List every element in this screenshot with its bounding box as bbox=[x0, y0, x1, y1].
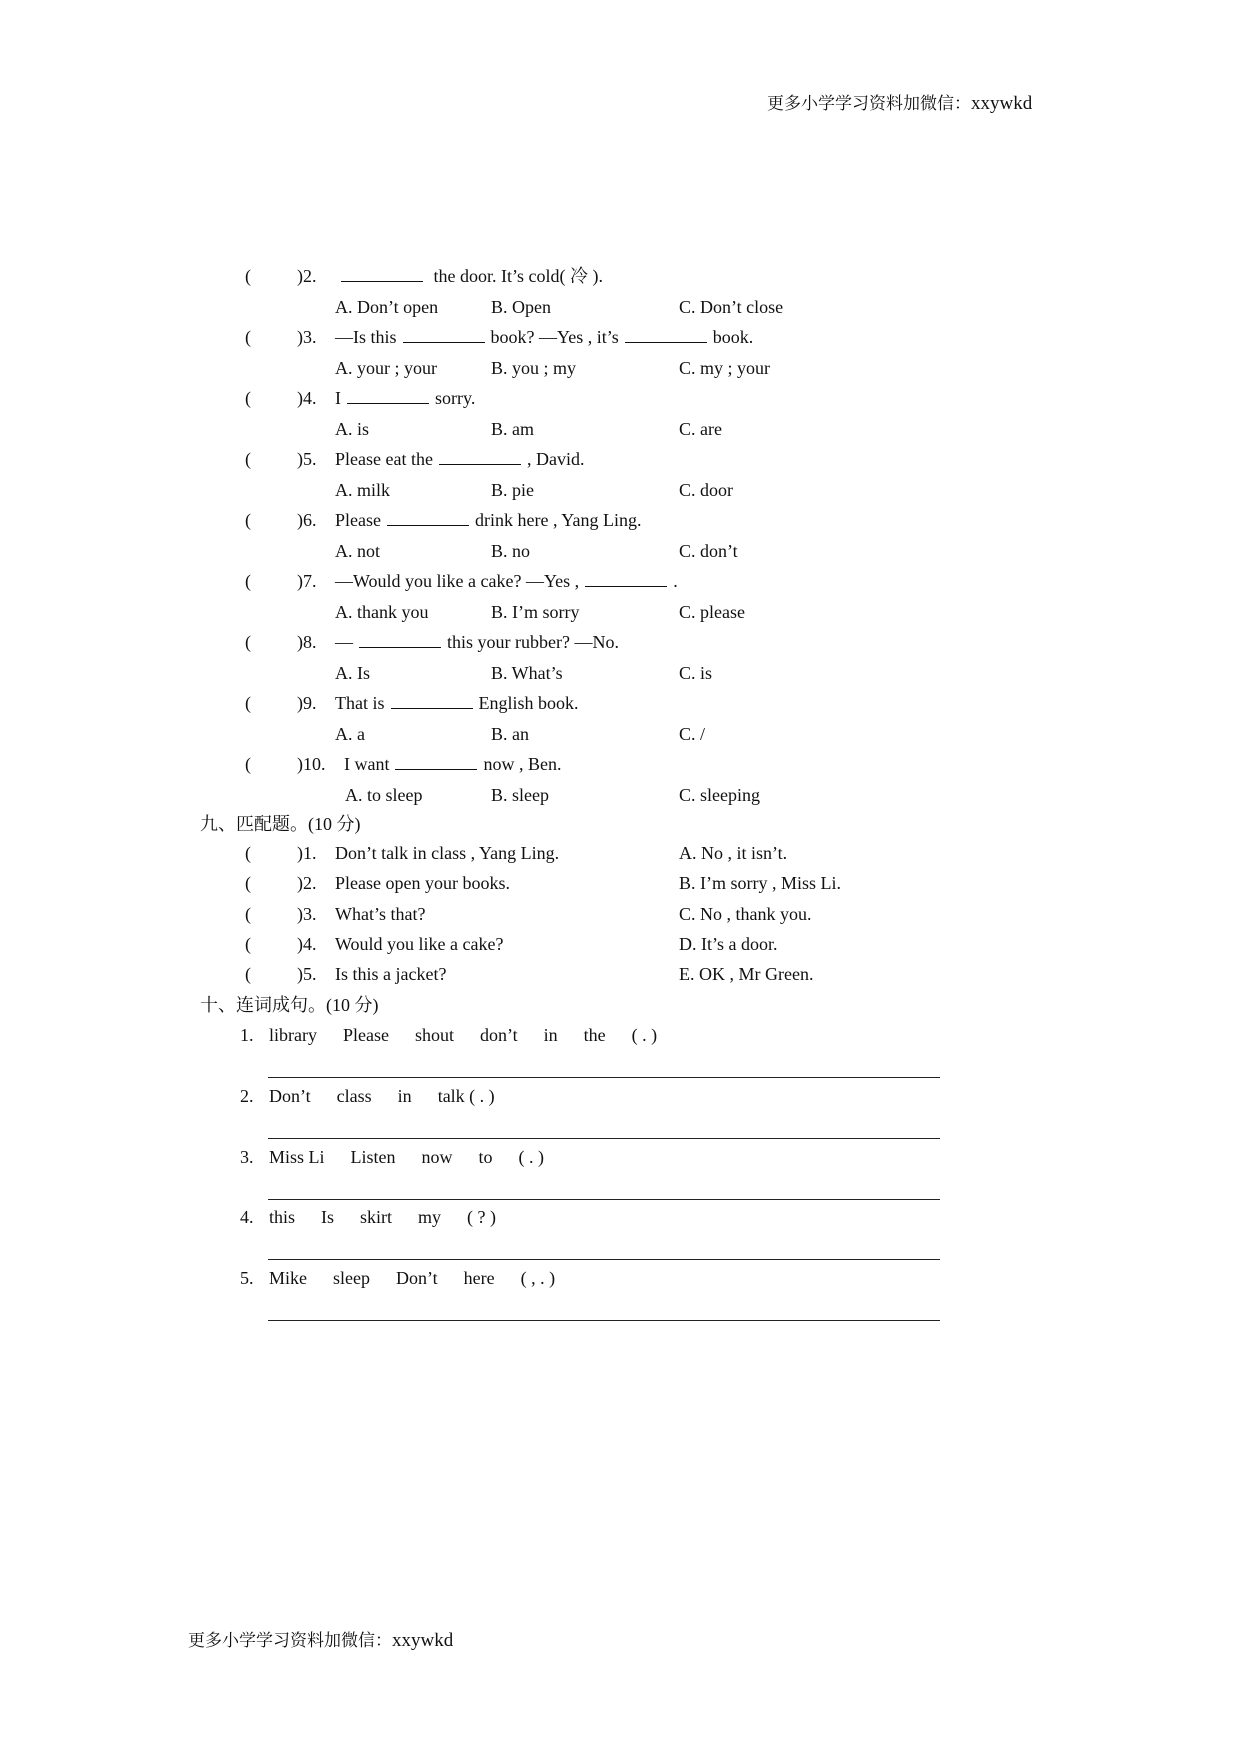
word-token: Listen bbox=[350, 1146, 396, 1167]
word-token: Please bbox=[342, 1025, 389, 1045]
word-token: to bbox=[478, 1146, 493, 1167]
question-number: )4. bbox=[297, 933, 317, 954]
word-token: Miss Li bbox=[269, 1146, 325, 1167]
answer-paren-open: ( bbox=[245, 873, 251, 894]
matching-response[interactable]: C. No , thank you. bbox=[679, 903, 812, 924]
question-stem bbox=[335, 509, 641, 531]
stem-text: . bbox=[673, 571, 678, 591]
stem-text: , David. bbox=[526, 449, 585, 469]
question-number: )7. bbox=[297, 571, 317, 591]
stem-text: Please eat the bbox=[335, 449, 433, 469]
question-number: )5. bbox=[297, 964, 317, 985]
answer-paren-open: ( bbox=[245, 449, 251, 469]
option-a[interactable]: A. milk bbox=[335, 480, 391, 500]
answer-paren-open: ( bbox=[245, 693, 251, 713]
watermark-bottom bbox=[188, 1626, 453, 1652]
question-stem bbox=[335, 448, 584, 470]
option-b[interactable]: B. an bbox=[491, 724, 529, 744]
item-number: 2. bbox=[240, 1085, 254, 1106]
option-a[interactable]: A. thank you bbox=[335, 602, 429, 622]
word-token: this bbox=[269, 1207, 296, 1228]
item-number: 3. bbox=[240, 1146, 254, 1167]
word-token: skirt bbox=[360, 1207, 393, 1228]
answer-paren-open: ( bbox=[245, 754, 251, 774]
answer-paren-open: ( bbox=[245, 510, 251, 530]
word-token: talk ( . ) bbox=[437, 1085, 495, 1106]
stem-text: —Would you like a cake? —Yes , bbox=[335, 571, 580, 591]
watermark-text: 更多小学学习资料加微信： bbox=[188, 1631, 392, 1651]
stem-text: I bbox=[335, 388, 341, 408]
option-c[interactable]: C. don’t bbox=[679, 541, 738, 561]
question-number: )1. bbox=[297, 843, 317, 863]
section-title: 十、连词成句。 bbox=[200, 995, 326, 1016]
stem-text: That is bbox=[335, 693, 385, 713]
option-b[interactable]: B. you ; my bbox=[491, 358, 577, 378]
question-number: )3. bbox=[297, 327, 317, 347]
section-points: (10 分) bbox=[308, 814, 361, 834]
item-number: 5. bbox=[240, 1268, 254, 1289]
question-number: )2. bbox=[297, 873, 317, 894]
answer-blank[interactable] bbox=[625, 326, 707, 343]
word-token: Mike bbox=[269, 1268, 307, 1289]
answer-blank[interactable] bbox=[387, 509, 469, 526]
item-number: 4. bbox=[240, 1207, 254, 1228]
question-stem bbox=[344, 753, 561, 775]
option-c[interactable]: C. please bbox=[679, 602, 745, 622]
matching-response[interactable]: D. It’s a door. bbox=[679, 933, 778, 954]
word-token: Don’t bbox=[269, 1085, 311, 1106]
option-a[interactable]: A. to sleep bbox=[345, 785, 423, 805]
option-b[interactable]: B. pie bbox=[491, 480, 534, 500]
answer-line[interactable] bbox=[268, 1320, 940, 1321]
option-c[interactable]: C. sleeping bbox=[679, 785, 760, 805]
option-c[interactable]: C. / bbox=[679, 724, 706, 744]
word-token: Don’t bbox=[395, 1268, 438, 1289]
stem-text: book? —Yes , it’s bbox=[490, 327, 619, 347]
question-number: )8. bbox=[297, 632, 317, 652]
watermark-text: 更多小学学习资料加微信： bbox=[767, 94, 971, 114]
option-b[interactable]: B. no bbox=[491, 541, 531, 561]
option-b[interactable]: B. sleep bbox=[491, 785, 549, 805]
stem-text: sorry. bbox=[435, 388, 476, 408]
word-token: class bbox=[336, 1085, 372, 1106]
stem-text: the door. It’s cold( 冷 ). bbox=[429, 266, 603, 286]
answer-paren-open: ( bbox=[245, 903, 251, 924]
question-number: )3. bbox=[297, 903, 317, 924]
word-token: in bbox=[543, 1025, 558, 1045]
stem-text: now , Ben. bbox=[483, 754, 562, 774]
stem-text: English book. bbox=[478, 693, 579, 713]
answer-paren-open: ( bbox=[245, 632, 251, 652]
word-token: the bbox=[583, 1025, 606, 1045]
item-number: 1. bbox=[240, 1025, 254, 1045]
answer-blank[interactable] bbox=[395, 753, 477, 770]
stem-text: book. bbox=[712, 327, 754, 347]
stem-text: I want bbox=[344, 754, 390, 774]
answer-blank[interactable] bbox=[439, 448, 521, 465]
answer-paren-open: ( bbox=[245, 843, 251, 863]
question-number: )10. bbox=[297, 754, 326, 774]
question-number: )2. bbox=[297, 266, 317, 286]
word-token: Is bbox=[321, 1207, 335, 1228]
stem-text: drink here , Yang Ling. bbox=[474, 510, 642, 530]
question-number: )4. bbox=[297, 388, 317, 408]
word-token: ( , . ) bbox=[520, 1268, 556, 1289]
section-9-heading bbox=[200, 810, 361, 836]
watermark-id: xxywkd bbox=[392, 1630, 454, 1651]
answer-blank[interactable] bbox=[585, 570, 667, 587]
option-b[interactable]: B. I’m sorry bbox=[491, 602, 580, 622]
question-number: )6. bbox=[297, 510, 317, 530]
question-stem bbox=[335, 326, 753, 348]
option-c[interactable]: C. my ; your bbox=[679, 358, 771, 378]
answer-blank[interactable] bbox=[359, 631, 441, 648]
option-c[interactable]: C. door bbox=[679, 480, 733, 500]
matching-prompt: Please open your books. bbox=[335, 873, 510, 894]
option-b[interactable]: B. am bbox=[491, 419, 534, 439]
word-token: ( ? ) bbox=[467, 1207, 497, 1228]
word-token: here bbox=[463, 1268, 495, 1289]
scrambled-words bbox=[269, 1146, 570, 1168]
answer-paren-open: ( bbox=[245, 388, 251, 408]
word-token: ( . ) bbox=[518, 1146, 545, 1167]
word-token: now bbox=[421, 1146, 453, 1167]
scrambled-words bbox=[269, 1024, 683, 1046]
answer-line[interactable] bbox=[268, 1259, 940, 1260]
stem-text: this your rubber? —No. bbox=[447, 632, 619, 652]
word-token: shout bbox=[414, 1025, 454, 1045]
scrambled-words bbox=[269, 1085, 521, 1107]
answer-paren-open: ( bbox=[245, 571, 251, 591]
word-token: ( . ) bbox=[631, 1025, 658, 1045]
word-token: sleep bbox=[333, 1268, 370, 1289]
question-stem bbox=[335, 692, 579, 714]
option-a[interactable]: A. not bbox=[335, 541, 380, 561]
answer-line[interactable] bbox=[268, 1077, 940, 1078]
stem-text: —Is this bbox=[335, 327, 397, 347]
answer-blank[interactable] bbox=[391, 692, 473, 709]
answer-paren-open: ( bbox=[245, 964, 251, 985]
question-number: )9. bbox=[297, 693, 317, 713]
answer-blank[interactable] bbox=[347, 387, 429, 404]
scrambled-words bbox=[269, 1206, 522, 1228]
word-token: don’t bbox=[479, 1025, 518, 1045]
answer-paren-open: ( bbox=[245, 266, 251, 286]
matching-prompt: Would you like a cake? bbox=[335, 933, 504, 954]
option-b[interactable]: B. What’s bbox=[491, 663, 563, 683]
section-points: (10 分) bbox=[326, 995, 379, 1015]
question-number: )5. bbox=[297, 449, 317, 469]
question-stem bbox=[335, 387, 475, 409]
matching-response[interactable]: B. I’m sorry , Miss Li. bbox=[679, 873, 841, 894]
option-a[interactable]: A. Don’t open bbox=[335, 297, 439, 317]
word-token: in bbox=[397, 1085, 412, 1106]
option-c[interactable]: C. is bbox=[679, 663, 713, 683]
question-stem bbox=[335, 570, 678, 592]
word-token: my bbox=[418, 1207, 442, 1228]
option-a[interactable]: A. your ; your bbox=[335, 358, 437, 378]
matching-prompt: What’s that? bbox=[335, 903, 426, 924]
option-b[interactable]: B. Open bbox=[491, 297, 551, 317]
matching-response[interactable]: E. OK , Mr Green. bbox=[679, 964, 814, 985]
matching-response[interactable]: A. No , it isn’t. bbox=[679, 843, 788, 863]
watermark-id: xxywkd bbox=[971, 93, 1033, 114]
section-title: 九、匹配题。 bbox=[200, 814, 308, 835]
matching-prompt: Is this a jacket? bbox=[335, 964, 447, 985]
answer-paren-open: ( bbox=[245, 327, 251, 347]
stem-text: — bbox=[335, 632, 353, 652]
question-stem bbox=[335, 265, 603, 287]
watermark-top bbox=[767, 89, 1032, 115]
answer-paren-open: ( bbox=[245, 933, 251, 954]
option-a[interactable]: A. is bbox=[335, 419, 370, 439]
scrambled-words bbox=[269, 1267, 581, 1289]
option-a[interactable]: A. a bbox=[335, 724, 365, 744]
stem-text: Please bbox=[335, 510, 381, 530]
option-c[interactable]: C. Don’t close bbox=[679, 297, 784, 317]
matching-prompt: Don’t talk in class , Yang Ling. bbox=[335, 843, 560, 863]
answer-line[interactable] bbox=[268, 1199, 940, 1200]
option-c[interactable]: C. are bbox=[679, 419, 722, 439]
answer-blank[interactable] bbox=[341, 265, 423, 282]
option-a[interactable]: A. Is bbox=[335, 663, 370, 683]
question-stem bbox=[335, 631, 619, 653]
answer-line[interactable] bbox=[268, 1138, 940, 1139]
word-token: library bbox=[269, 1025, 317, 1045]
section-10-heading bbox=[200, 991, 379, 1017]
answer-blank[interactable] bbox=[403, 326, 485, 343]
